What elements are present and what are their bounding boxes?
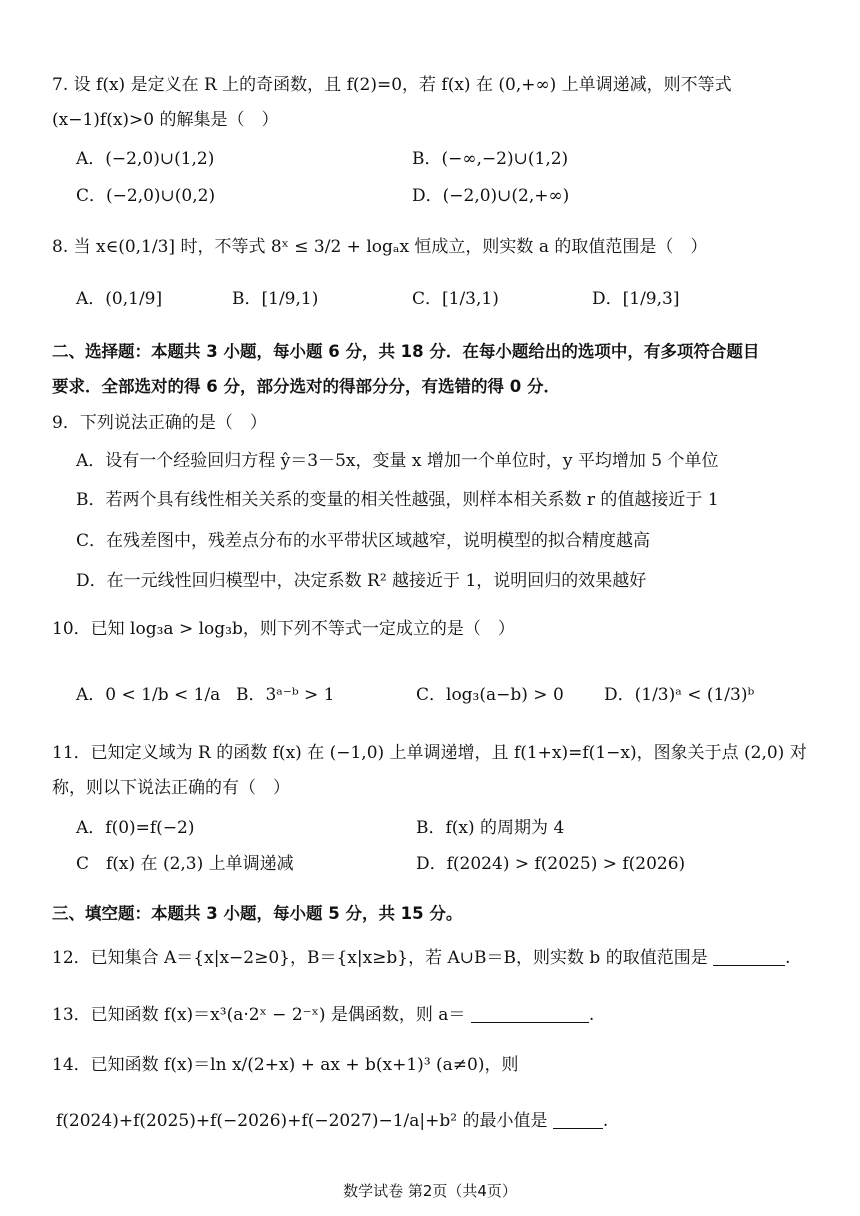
q8-option-d: D．[1/9,3] <box>592 289 680 309</box>
section2-header-line1: 二、选择题：本题共 3 小题，每小题 6 分，共 18 分．在每小题给出的选项中，有多项符合题目 <box>52 342 760 361</box>
q13-text: 13．已知函数 f(x)＝x³(a·2ˣ − 2⁻ˣ) 是偶函数，则 a＝ <box>52 1005 466 1025</box>
q10-option-b: B．3ᵃ⁻ᵇ > 1 <box>236 685 335 705</box>
q13-period: . <box>588 1005 595 1025</box>
q10-option-d: D．(1/3)ᵃ < (1/3)ᵇ <box>604 685 755 705</box>
q12-stem <box>52 947 791 969</box>
q11-option-b: B．f(x) 的周期为 4 <box>416 818 565 838</box>
q8-option-c: C．[1/3,1) <box>412 289 499 309</box>
q12-period: . <box>785 948 791 968</box>
q14-text: f(2024)+f(2025)+f(−2026)+f(−2027)−1/a|+b² 的最小值是 <box>56 1111 548 1131</box>
q9-option-a: A．设有一个经验回归方程 ŷ＝3－5x，变量 x 增加一个单位时，y 平均增加 5 个单位 <box>76 451 719 471</box>
q11-option-d: D．f(2024) > f(2025) > f(2026) <box>416 854 686 874</box>
q7-stem-line1: 7. 设 f(x) 是定义在 R 上的奇函数，且 f(2)=0，若 f(x) 在 (0,+∞) 上单调递减，则不等式 <box>52 75 732 95</box>
q7-option-d: D．(−2,0)∪(2,+∞) <box>412 186 570 206</box>
q11-option-a: A．f(0)=f(−2) <box>76 818 195 838</box>
q7-option-c: C．(−2,0)∪(0,2) <box>76 186 216 206</box>
q12-answer-blank[interactable] <box>713 949 785 966</box>
section3-header: 三、填空题：本题共 3 小题，每小题 5 分，共 15 分。 <box>52 904 463 923</box>
q7-stem-line2: (x−1)f(x)>0 的解集是（ ） <box>52 110 279 130</box>
q8-option-b: B．[1/9,1) <box>232 289 319 309</box>
page-footer: 数学试卷 第2页（共4页） <box>343 1182 517 1200</box>
q13-stem <box>52 1004 594 1026</box>
section2-header-line2: 要求．全部选对的得 6 分，部分选对的得部分分，有选错的得 0 分． <box>52 377 560 396</box>
q9-stem: 9．下列说法正确的是（ ） <box>52 413 267 433</box>
q8-option-a: A．(0,1/9] <box>76 289 163 309</box>
q14-stem-line1: 14．已知函数 f(x)＝ln x/(2+x) + ax + b(x+1)³ (a≠0)，则 <box>52 1055 519 1075</box>
q9-option-d: D．在一元线性回归模型中，决定系数 R² 越接近于 1，说明回归的效果越好 <box>76 571 647 591</box>
q10-option-a: A．0 < 1/b < 1/a <box>76 685 221 705</box>
q14-period: . <box>602 1111 609 1131</box>
q9-option-b: B．若两个具有线性相关关系的变量的相关性越强，则样本相关系数 r 的值越接近于 1 <box>76 490 719 510</box>
q8-stem: 8. 当 x∈(0,1/3] 时，不等式 8ˣ ≤ 3/2 + logₐx 恒成立，则实数 a 的取值范围是（ ） <box>52 237 708 257</box>
q10-stem: 10．已知 log₃a > log₃b，则下列不等式一定成立的是（ ） <box>52 619 515 639</box>
q13-answer-blank[interactable] <box>471 1006 589 1023</box>
q14-answer-blank[interactable] <box>553 1112 603 1129</box>
q11-stem-line1: 11．已知定义域为 R 的函数 f(x) 在 (−1,0) 上单调递增，且 f(1+x)=f(1−x)，图象关于点 (2,0) 对 <box>52 743 807 763</box>
q7-option-b: B．(−∞,−2)∪(1,2) <box>412 149 569 169</box>
q10-option-c: C．log₃(a−b) > 0 <box>416 685 564 705</box>
q9-option-c: C．在残差图中，残差点分布的水平带状区域越窄，说明模型的拟合精度越高 <box>76 531 651 551</box>
q11-stem-line2: 称，则以下说法正确的有（ ） <box>52 778 290 798</box>
q12-text: 12．已知集合 A＝{x|x−2≥0}，B＝{x|x≥b}，若 A∪B＝B，则实数 b 的取值范围是 <box>52 948 708 968</box>
q11-option-c: C f(x) 在 (2,3) 上单调递减 <box>76 854 294 874</box>
q7-option-a: A．(−2,0)∪(1,2) <box>76 149 215 169</box>
q14-stem-line2 <box>56 1110 608 1132</box>
